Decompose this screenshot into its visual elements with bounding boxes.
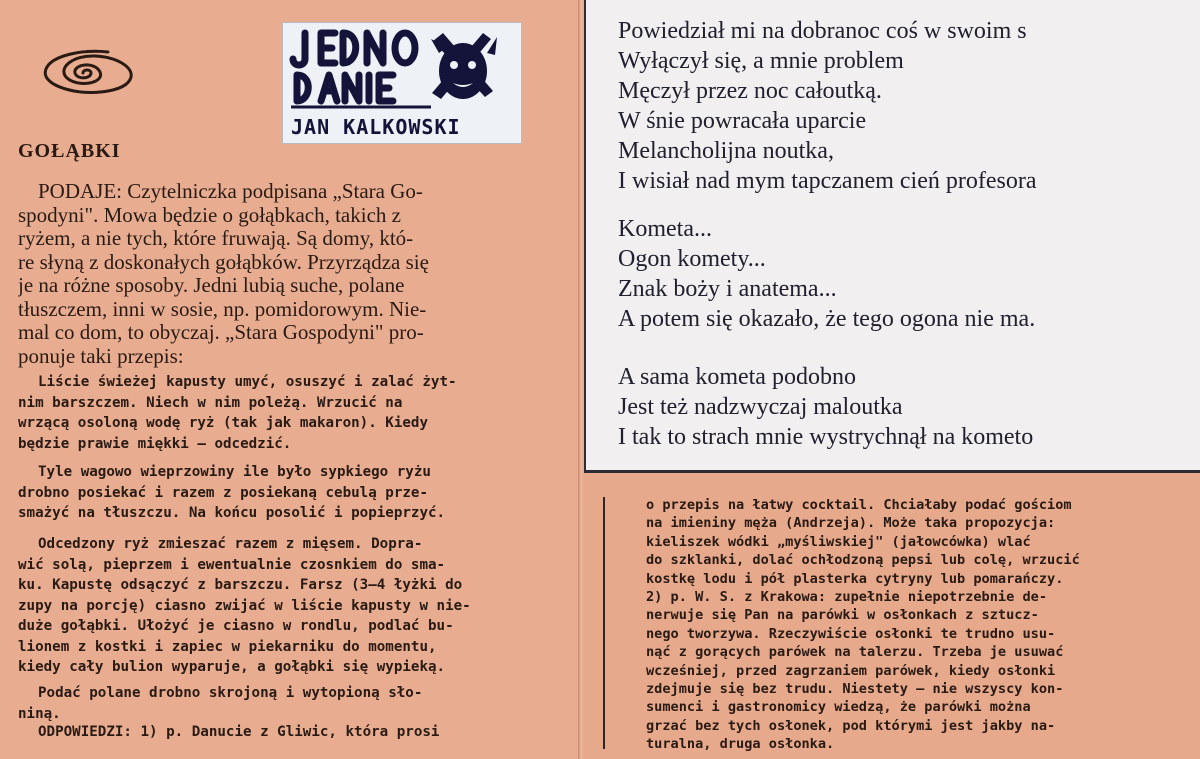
jedno-danie-lettering — [283, 23, 521, 115]
column-header-logo — [282, 22, 522, 144]
recipe-intro — [18, 180, 554, 368]
text-line: wrzącą osoloną wodę ryż (tak jak makaron). Kiedy — [18, 415, 428, 431]
text-line: duże gołąbki. Ułożyć je ciasno w rondlu, podlać bu- — [18, 618, 454, 634]
poem-stanza-2 — [618, 214, 1035, 334]
poem-line: Powiedział mi na dobranoc coś w swoim s — [618, 18, 1027, 44]
text-line: nąć z gorących parówek na talerzu. Trzeba je usuwać — [646, 644, 1064, 661]
text-line: Podać polane drobno skrojoną i wytopioną sło- — [38, 685, 423, 701]
text-line: drobno posiekać i razem z posiekaną cebulą prze- — [18, 484, 428, 501]
text-line: je na różne sposoby. Jedni lubią suche, polane — [18, 273, 405, 297]
poem-line: A sama kometa podobno — [618, 364, 856, 390]
text-line: nerwuje się Pan na parówki w osłonkach z sztucz- — [646, 607, 1039, 624]
text-line: mal co dom, to obyczaj. „Stara Gospodyni" pro- — [18, 320, 424, 344]
text-line: lionem z kostki i zapiec w piekarniku do momentu, — [18, 638, 437, 655]
recipe-step-4 — [18, 683, 554, 724]
recipe-step-3 — [18, 534, 554, 678]
poem-line: I tak to strach mnie wystrychnął na kometo — [618, 424, 1034, 450]
text-line: tłuszczem, inni w sosie, np. pomidorowym. Nie- — [18, 296, 427, 321]
text-line: o przepis na łatwy cocktail. Chciałaby podać gościom — [646, 497, 1072, 513]
poem-line: Znak boży i anatema... — [618, 276, 837, 302]
text-line: kiedy cały bulion wyparuje, a gołąbki się wypieką. — [18, 659, 446, 675]
text-line: grzać bez tych osłonek, pod którymi jest jakby na- — [646, 717, 1056, 734]
text-line: PODAJE: Czytelniczka podpisana „Stara Go- — [38, 180, 423, 203]
text-line: re słyną z doskonałych gołąbków. Przyrządza się — [18, 249, 429, 274]
text-line: nego tworzywa. Rzeczywiście osłonki te trudno usu- — [646, 625, 1056, 642]
poem-line: Jest też nadzwyczaj maloutka — [618, 394, 903, 420]
text-line: Tyle wagowo wieprzowiny ile było sypkiego ryżu — [38, 464, 431, 480]
poem-line: Melancholijna noutka, — [618, 138, 834, 164]
answers-column — [646, 496, 1186, 754]
text-line: sumenci i gastronomicy wiedzą, że parówki można — [646, 699, 1031, 716]
text-line: kieliszek wódki „myśliwskiej" (jałowcówka) wlać — [646, 533, 1031, 550]
text-line: Odcedzony ryż zmieszać razem z mięsem. Dopra- — [38, 536, 423, 552]
text-line: będzie prawie miękki — odcedzić. — [18, 435, 292, 452]
answers-intro — [18, 722, 554, 743]
fold-line — [578, 0, 582, 759]
poem-box — [584, 0, 1200, 473]
poem-line: Wyłączył się, a mnie problem — [618, 48, 904, 74]
text-line: na imieniny męża (Andrzeja). Może taka propozycja: — [646, 515, 1056, 532]
text-line: ODPOWIEDZI: 1) p. Danucie z Gliwic, która prosi — [38, 724, 440, 740]
recipe-title: GOŁĄBKI — [18, 140, 121, 162]
text-line: smażyć na tłuszczu. Na końcu posolić i popieprzyć. — [18, 505, 446, 521]
text-line: 2) p. W. S. z Krakowa: zupełnie niepotrzebnie de- — [646, 589, 1048, 606]
spiral-logo-icon — [18, 42, 148, 104]
text-line: spodyni". Mowa będzie o gołąbkach, takich z — [18, 202, 401, 227]
text-line: nim barszczem. Niech w nim poleżą. Wrzucić na — [18, 394, 403, 411]
text-line: do szklanki, dolać ochłodzoną pepsi lub colę, wrzucić — [646, 552, 1080, 569]
text-line: zupy na porcję) ciasno zwijać w liście kapusty w nie- — [18, 597, 471, 614]
poem-stanza-3 — [618, 362, 1033, 452]
poem-line: W śnie powracała uparcie — [618, 108, 867, 134]
text-line: Liście świeżej kapusty umyć, osuszyć i zalać żyt- — [38, 374, 457, 390]
poem-line: Ogon komety... — [618, 246, 766, 272]
text-line: turalna, druga osłonka. — [646, 736, 835, 753]
text-line: wcześniej, przed zagrzaniem parówek, kiedy osłonki — [646, 662, 1056, 679]
text-line: ponuje taki przepis: — [18, 343, 184, 368]
author-name: JAN KALKOWSKI — [291, 115, 461, 139]
poem-line: I wisiał nad mym tapczanem cień profesora — [618, 168, 1037, 194]
poem-stanza-1 — [618, 16, 1037, 196]
column-rule — [603, 497, 605, 749]
poem-line: A potem się okazało, że tego ogona nie ma. — [618, 306, 1036, 332]
text-line: ku. Kapustę odsączyć z barszczu. Farsz (3—4 łyżki do — [18, 577, 463, 593]
text-line: zdejmuje się bez trudu. Niestety — nie wszyscy kon- — [646, 681, 1064, 698]
recipe-step-2 — [18, 462, 554, 524]
poem-line: Męczył przez noc całoutką. — [618, 78, 882, 104]
text-line: wić solą, pieprzem i ewentualnie czosnkiem do sma- — [18, 556, 446, 573]
text-line: kostkę lodu i pół plasterka cytryny lub pomarańczy. — [646, 570, 1064, 587]
text-line: niną. — [18, 705, 61, 722]
recipe-step-1 — [18, 372, 554, 454]
poem-line: Kometa... — [618, 216, 712, 242]
text-line: ryżem, a nie tych, które fruwają. Są domy, któ- — [18, 226, 414, 250]
